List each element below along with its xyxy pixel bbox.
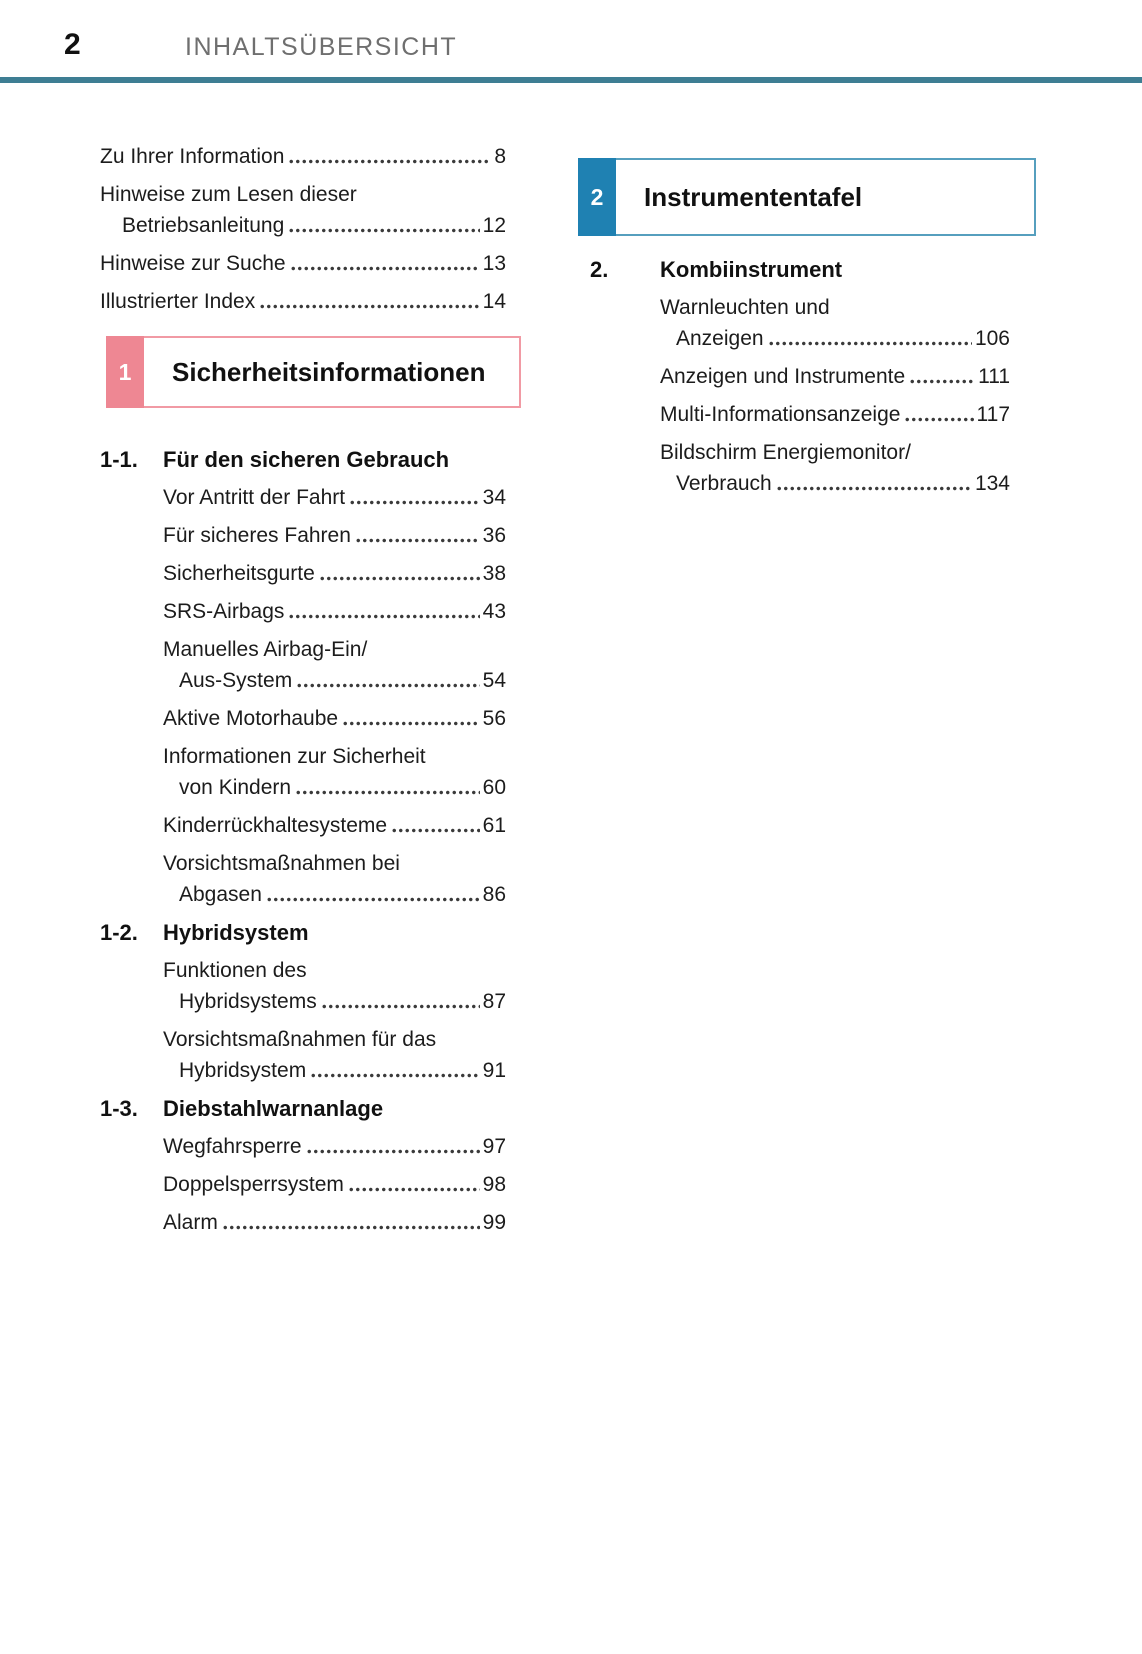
toc-entry-line [163,1207,506,1238]
section-heading [590,254,1010,285]
toc-entry-line [163,558,506,589]
toc-entry [163,703,506,734]
toc-entry-text: Manuelles Airbag-Ein/ [163,638,368,661]
right-toc-sections [590,250,1010,506]
toc-entry-line [163,986,506,1017]
toc-entry-line [163,955,506,986]
toc-section [100,444,521,910]
dot-leader [776,484,972,493]
page-ref: 8 [494,145,506,168]
section-number: 1-3. [100,1096,138,1121]
toc-entry [163,1024,506,1086]
chapter-2-title: Instrumententafel [644,181,863,212]
section-entry-list [100,1131,506,1238]
dot-leader [909,377,975,386]
dot-leader [904,415,973,424]
toc-entry-text: Doppelsperrsystem [163,1173,344,1196]
toc-entry-text: Aus-System [179,669,293,692]
toc-entry [660,437,1010,499]
toc-entry-text: Zu Ihrer Information [100,145,285,168]
dot-leader [768,339,972,348]
toc-entry-text: Funktionen des [163,959,307,982]
page-ref: 87 [482,990,506,1013]
toc-entry-text: Bildschirm Energiemonitor/ [660,441,911,464]
toc-entry [163,741,506,803]
dot-leader [288,157,491,166]
toc-entry-text: Betriebsanleitung [122,214,285,237]
toc-entry [660,399,1010,430]
section-entry-list [100,955,506,1086]
toc-entry-line [660,292,1010,323]
toc-entry-text: Aktive Motorhaube [163,707,339,730]
toc-entry-line [163,1131,506,1162]
toc-entry [163,1131,506,1162]
toc-entry-text: Anzeigen [676,327,764,350]
toc-entry-text: Vorsichtsmaßnahmen bei [163,852,400,875]
dot-leader [321,1002,480,1011]
toc-entry-line [660,468,1010,499]
chapter-1-number-tab: 1 [106,336,144,408]
page-number: 2 [64,28,81,61]
chapter-1-box [106,336,521,408]
header-rule [0,77,1142,83]
toc-entry-text: Warnleuchten und [660,296,830,319]
toc-entry-text: Hybridsystem [179,1059,307,1082]
dot-leader [222,1223,480,1232]
dot-leader [348,1185,480,1194]
toc-entry-line [163,665,506,696]
dot-leader [295,788,480,797]
toc-entry-text: von Kindern [179,776,292,799]
dot-leader [355,536,480,545]
toc-entry-text: Abgasen [179,883,262,906]
toc-entry-text: Vorsichtsmaßnahmen für das [163,1028,437,1051]
dot-leader [391,826,480,835]
section-entry-list [100,482,506,910]
toc-entry [163,596,506,627]
page-ref: 36 [482,524,506,547]
toc-entry [660,292,1010,354]
page-title: INHALTSÜBERSICHT [185,33,458,61]
toc-entry-text: Illustrierter Index [100,290,256,313]
page-ref: 98 [482,1173,506,1196]
toc-entry [163,848,506,910]
toc-entry [163,955,506,1017]
page-ref: 134 [974,472,1010,495]
dot-leader [310,1071,479,1080]
page-ref: 56 [482,707,506,730]
toc-entry-text: Hinweise zum Lesen dieser [100,183,357,206]
toc-entry-text: Verbrauch [676,472,772,495]
toc-entry-line [163,1024,506,1055]
page-ref: 14 [482,290,506,313]
toc-entry [660,361,1010,392]
toc-entry [163,520,506,551]
toc-entry-line [163,772,506,803]
toc-entry-text: SRS-Airbags [163,600,285,623]
toc-entry-line [163,741,506,772]
toc-entry [163,1169,506,1200]
toc-entry-text: Kinderrückhaltesysteme [163,814,388,837]
toc-entry-line [100,210,506,241]
page-ref: 99 [482,1211,506,1234]
page-ref: 12 [482,214,506,237]
toc-entry-line [100,141,506,172]
dot-leader [319,574,480,583]
toc-section [590,254,1010,499]
toc-entry-line [163,879,506,910]
toc-entry [100,179,506,241]
dot-leader [288,612,479,621]
dot-leader [349,498,480,507]
toc-section [100,1093,521,1238]
toc-entry [100,286,506,317]
page-ref: 34 [482,486,506,509]
section-heading [100,1093,506,1124]
page-ref: 97 [482,1135,506,1158]
toc-entry-line [100,286,506,317]
page-ref: 117 [976,403,1010,426]
dot-leader [259,302,479,311]
toc-entry-line [100,248,506,279]
section-number: 2. [590,257,609,282]
toc-entry [163,634,506,696]
page-ref: 54 [482,669,506,692]
toc-entry-line [163,810,506,841]
toc-entry-line [163,703,506,734]
toc-entry [163,482,506,513]
page-ref: 60 [482,776,506,799]
toc-entry-text: Alarm [163,1211,218,1234]
dot-leader [266,895,480,904]
chapter-1-title: Sicherheitsinformationen [172,356,486,387]
page-ref: 38 [482,562,506,585]
toc-entry-text: Informationen zur Sicherheit [163,745,426,768]
toc-entry-line [163,848,506,879]
toc-entry-text: Multi-Informationsanzeige [660,403,901,426]
toc-entry-line [163,1169,506,1200]
toc-entry-text: Sicherheitsgurte [163,562,315,585]
toc-entry-line [163,634,506,665]
section-heading [100,444,506,475]
chapter-2-number-tab: 2 [578,158,616,236]
section-title: Diebstahlwarnanlage [163,1096,384,1121]
toc-entry [163,558,506,589]
toc-entry-line [660,361,1010,392]
section-heading [100,917,506,948]
toc-entry-text: Wegfahrsperre [163,1135,302,1158]
dot-leader [342,719,480,728]
toc-section [100,917,521,1086]
dot-leader [288,226,479,235]
section-number: 1-2. [100,920,138,945]
dot-leader [290,264,480,273]
toc-entry-text: Hinweise zur Suche [100,252,286,275]
toc-entry-line [163,482,506,513]
page-ref: 111 [978,365,1010,388]
page-ref: 106 [974,327,1010,350]
toc-entry [100,141,506,172]
toc-entry-line [660,399,1010,430]
section-number: 1-1. [100,447,138,472]
toc-entry [163,810,506,841]
section-title: Kombiinstrument [660,257,843,282]
page-ref: 91 [482,1059,506,1082]
page-ref: 13 [482,252,506,275]
page-ref: 86 [482,883,506,906]
page-ref: 43 [482,600,506,623]
toc-entry-line [163,1055,506,1086]
toc-entry-line [163,520,506,551]
intro-toc-list [100,141,506,324]
toc-entry [163,1207,506,1238]
toc-entry-line [660,323,1010,354]
left-toc-sections [100,440,521,1245]
page-ref: 61 [482,814,506,837]
toc-entry-text: Vor Antritt der Fahrt [163,486,346,509]
toc-entry-text: Für sicheres Fahren [163,524,351,547]
toc-entry-line [163,596,506,627]
section-title: Hybridsystem [163,920,309,945]
toc-entry-line [660,437,1010,468]
dot-leader [306,1147,480,1156]
section-title: Für den sicheren Gebrauch [163,447,450,472]
toc-entry-text: Hybridsystems [179,990,317,1013]
toc-entry-line [100,179,506,210]
chapter-2-box [578,158,1036,236]
dot-leader [296,681,479,690]
section-entry-list [590,292,1010,499]
toc-entry-text: Anzeigen und Instrumente [660,365,906,388]
toc-entry [100,248,506,279]
